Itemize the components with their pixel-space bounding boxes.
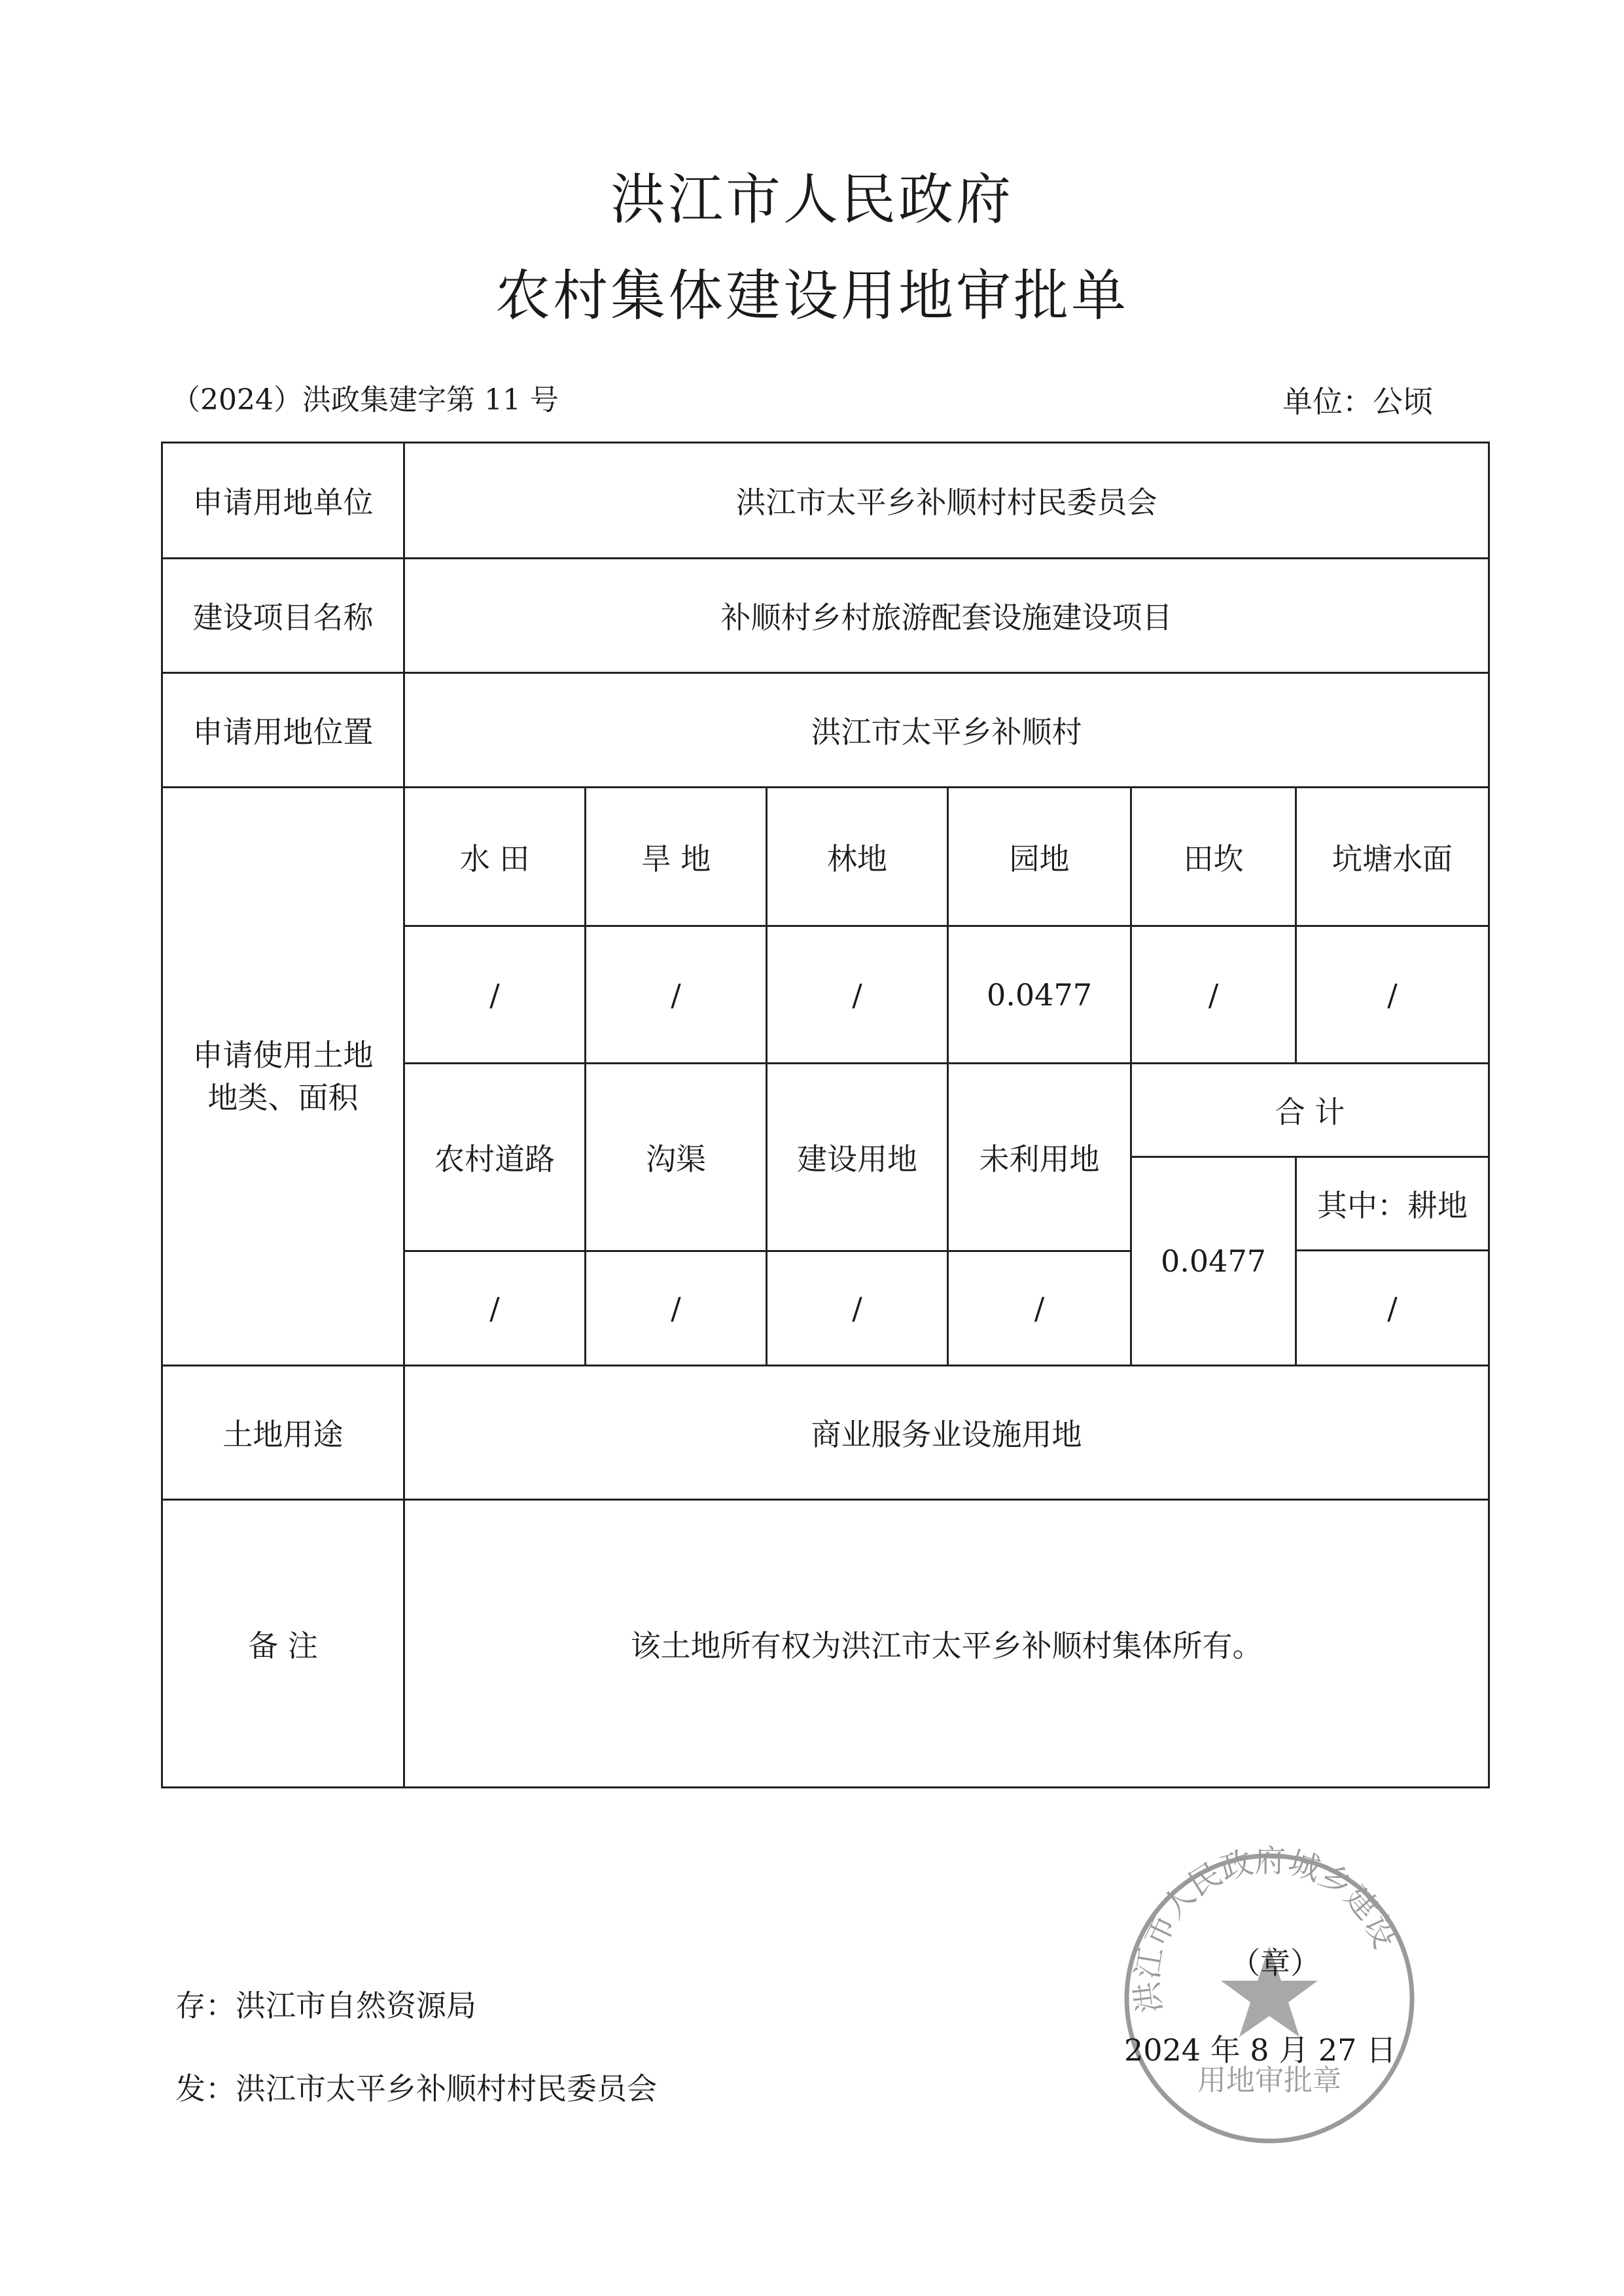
approval-date: 2024 年 8 月 27 日 bbox=[1124, 2032, 1396, 2068]
land-type-forest: 林地 bbox=[767, 788, 948, 926]
total-value: 0.0477 bbox=[1131, 1157, 1296, 1366]
land-area-label-line2: 地类、面积 bbox=[207, 1079, 359, 1115]
seal-text-top: 洪江市人民政府城乡建设 bbox=[1129, 1843, 1403, 2015]
arable-value: / bbox=[1296, 1251, 1489, 1366]
value-ditch: / bbox=[586, 1251, 767, 1366]
value-garden: 0.0477 bbox=[948, 926, 1131, 1064]
value-ridge: / bbox=[1131, 926, 1296, 1064]
seal-text-bottom: 用地审批章 bbox=[1197, 2064, 1341, 2097]
land-type-unused: 未利用地 bbox=[948, 1064, 1131, 1251]
land-type-garden: 园地 bbox=[948, 788, 1131, 926]
value-dryland: / bbox=[586, 926, 767, 1064]
value-rural-road: / bbox=[404, 1251, 586, 1366]
value-unused: / bbox=[948, 1251, 1131, 1366]
copy-to: 存：洪江市自然资源局 bbox=[175, 1988, 476, 2023]
approval-form-table bbox=[161, 442, 1490, 1788]
remark-value: 该土地所有权为洪江市太平乡补顺村集体所有。 bbox=[404, 1500, 1489, 1788]
seal-note: （章） bbox=[1230, 1945, 1320, 1981]
applicant-value: 洪江市太平乡补顺村村民委员会 bbox=[404, 443, 1489, 559]
applicant-label: 申请用地单位 bbox=[162, 443, 404, 559]
land-type-dryland: 旱 地 bbox=[586, 788, 767, 926]
remark-label: 备 注 bbox=[162, 1500, 404, 1788]
official-seal bbox=[1106, 1832, 1433, 2159]
land-type-ditch: 沟渠 bbox=[586, 1064, 767, 1251]
land-area-label-line1: 申请使用土地 bbox=[192, 1037, 374, 1073]
location-label: 申请用地位置 bbox=[162, 673, 404, 788]
land-usage-label: 土地用途 bbox=[162, 1366, 404, 1500]
project-name-label: 建设项目名称 bbox=[162, 559, 404, 673]
value-forest: / bbox=[767, 926, 948, 1064]
total-label: 合 计 bbox=[1131, 1064, 1489, 1157]
project-name-value: 补顺村乡村旅游配套设施建设项目 bbox=[404, 559, 1489, 673]
land-type-rural-road: 农村道路 bbox=[404, 1064, 586, 1251]
location-value: 洪江市太平乡补顺村 bbox=[404, 673, 1489, 788]
doc-title-line1: 洪江市人民政府 bbox=[610, 167, 1014, 232]
land-area-label bbox=[162, 788, 404, 1366]
value-pond: / bbox=[1296, 926, 1489, 1064]
doc-title-line2: 农村集体建设用地审批单 bbox=[495, 264, 1129, 328]
value-paddy: / bbox=[404, 926, 586, 1064]
document-number: （2024）洪政集建字第 11 号 bbox=[171, 383, 559, 417]
land-type-paddy: 水 田 bbox=[404, 788, 586, 926]
issue-to: 发：洪江市太平乡补顺村村民委员会 bbox=[175, 2071, 657, 2106]
value-construction: / bbox=[767, 1251, 948, 1366]
land-type-construction: 建设用地 bbox=[767, 1064, 948, 1251]
land-type-pond: 坑塘水面 bbox=[1296, 788, 1489, 926]
land-type-ridge: 田坎 bbox=[1131, 788, 1296, 926]
arable-label: 其中：耕地 bbox=[1296, 1157, 1489, 1251]
unit-label: 单位：公顷 bbox=[1282, 384, 1433, 419]
land-usage-value: 商业服务业设施用地 bbox=[404, 1366, 1489, 1500]
